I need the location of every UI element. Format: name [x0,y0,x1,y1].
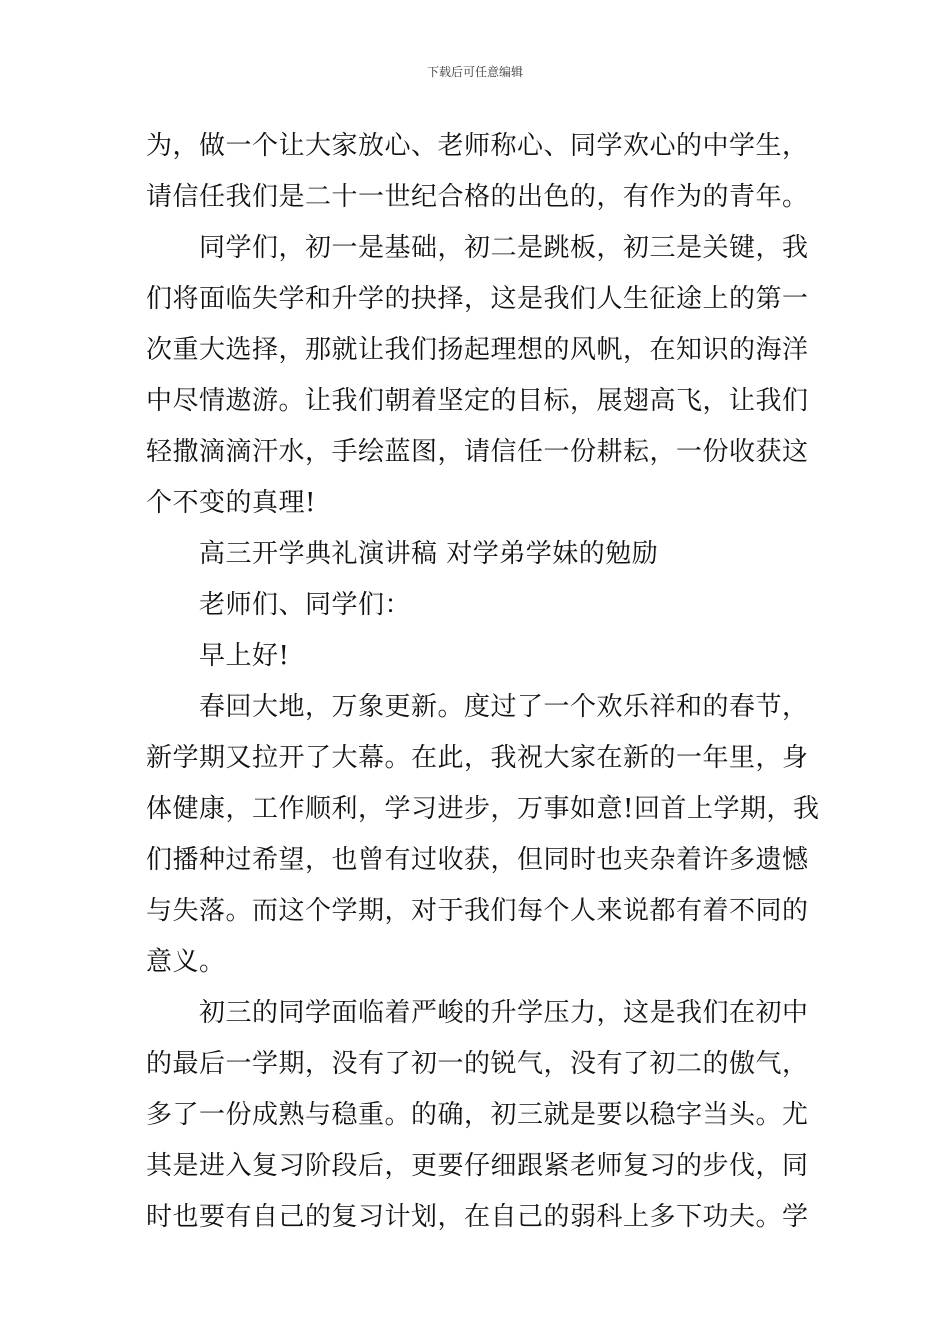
text-line: 春回大地，万象更新。度过了一个欢乐祥和的春节， [199,692,809,722]
section-title: 高三开学典礼演讲稿 对学弟学妹的勉励 [199,539,659,569]
text-line: 意义。 [146,947,226,977]
text-line: 与失落。而这个学期，对于我们每个人来说都有着不同的 [146,896,809,926]
text-line: 的最后一学期，没有了初一的锐气，没有了初二的傲气， [146,1049,809,1079]
text-line: 其是进入复习阶段后，更要仔细跟紧老师复习的步伐，同 [146,1151,809,1181]
text-line: 为，做一个让大家放心、老师称心、同学欢心的中学生， [146,131,809,161]
text-line: 新学期又拉开了大幕。在此，我祝大家在新的一年里，身 [146,743,809,773]
text-line: 们将面临失学和升学的抉择，这是我们人生征途上的第一 [146,284,809,314]
text-line: 体健康，工作顺利，学习进步，万事如意!回首上学期，我 [146,794,820,824]
page-header: 下载后可任意编辑 [426,65,523,79]
text-line: 中尽情遨游。让我们朝着坚定的目标，展翅高飞，让我们 [146,386,809,416]
text-line: 初三的同学面临着严峻的升学压力，这是我们在初中 [199,998,809,1028]
text-line: 请信任我们是二十一世纪合格的出色的，有作为的青年。 [146,182,809,212]
greeting: 早上好! [199,641,290,671]
document-body [146,121,820,1243]
text-line: 多了一份成熟与稳重。的确，初三就是要以稳字当头。尤 [146,1100,809,1130]
text-line: 时也要有自己的复习计划，在自己的弱科上多下功夫。学 [146,1202,809,1232]
salutation: 老师们、同学们： [199,590,412,620]
text-line: 轻撒滴滴汗水，手绘蓝图，请信任一份耕耘，一份收获这 [146,437,809,467]
text-line: 个不变的真理! [146,488,316,518]
text-line: 同学们，初一是基础，初二是跳板，初三是关键，我 [199,233,809,263]
text-line: 们播种过希望，也曾有过收获，但同时也夹杂着许多遗憾 [146,845,809,875]
text-line: 次重大选择，那就让我们扬起理想的风帆，在知识的海洋 [146,335,809,365]
